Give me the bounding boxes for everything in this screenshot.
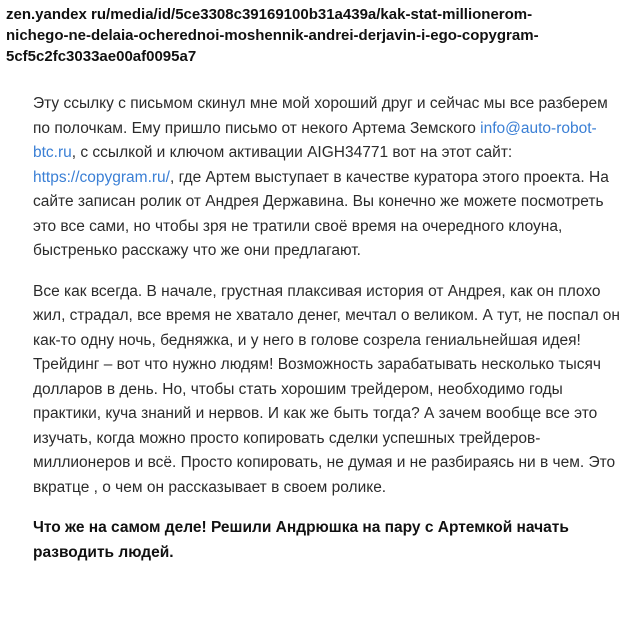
source-url-line-2: nichego-ne-delaia-ocherednoi-moshennik-andrei-derjavin-i-ego-copygram-	[6, 27, 539, 44]
paragraph-intro	[33, 92, 621, 264]
site-link[interactable]: https://copygram.ru/	[33, 168, 170, 186]
intro-text-middle: , с ссылкой и ключом активации AIGH34771 вот на этот сайт:	[71, 144, 513, 161]
email-link[interactable]: info@auto-robot-btc.ru	[33, 119, 597, 161]
paragraph-conclusion: Что же на самом деле! Решили Андрюшка на пару с Артемкой начать разводить людей.	[33, 519, 569, 561]
intro-text-end: , где Артем выступает в качестве куратора этого проекта. На сайте записан ролик от Андрея Державина. Вы конечно же можете посмотреть это все сами, но чтобы зря не тратили своё время на очередного клоуна, быстренько расскажу что же они предлагают.	[33, 168, 609, 259]
article-body	[33, 92, 621, 565]
source-url-line-3: 5cf5c2fc3033ae00af0095a7	[6, 48, 197, 65]
source-url-line-1: zen.yandex ru/media/id/5ce3308c39169100b31a439a/kak-stat-millionerom-	[6, 6, 533, 23]
intro-text-start: Эту ссылку с письмом скинул мне мой хороший друг и сейчас мы все разберем по полочкам. Ему пришло письмо от некого Артема Земского	[33, 95, 608, 137]
source-url	[6, 4, 626, 67]
paragraph-story: Все как всегда. В начале, грустная плаксивая история от Андрея, как он плохо жил, страдал, все время не хватало денег, мечтал о великом. А тут, не поспал он как-то одну ночь, бедняжка, и у него в голове созрела гениальнейшая идея! Трейдинг – вот что нужно людям! Возможность зарабатывать несколько тысяч долларов в день. Но, чтобы стать хорошим трейдером, необходимо годы практики, куча знаний и нервов. И как же быть тогда? А зачем вообще все это изучать, когда можно просто копировать сделки успешных трейдеров-миллионеров и всё. Просто копировать, не думая и не разбираясь ни в чем. Это вкратце , о чем он рассказывает в своем ролике.	[33, 282, 620, 496]
